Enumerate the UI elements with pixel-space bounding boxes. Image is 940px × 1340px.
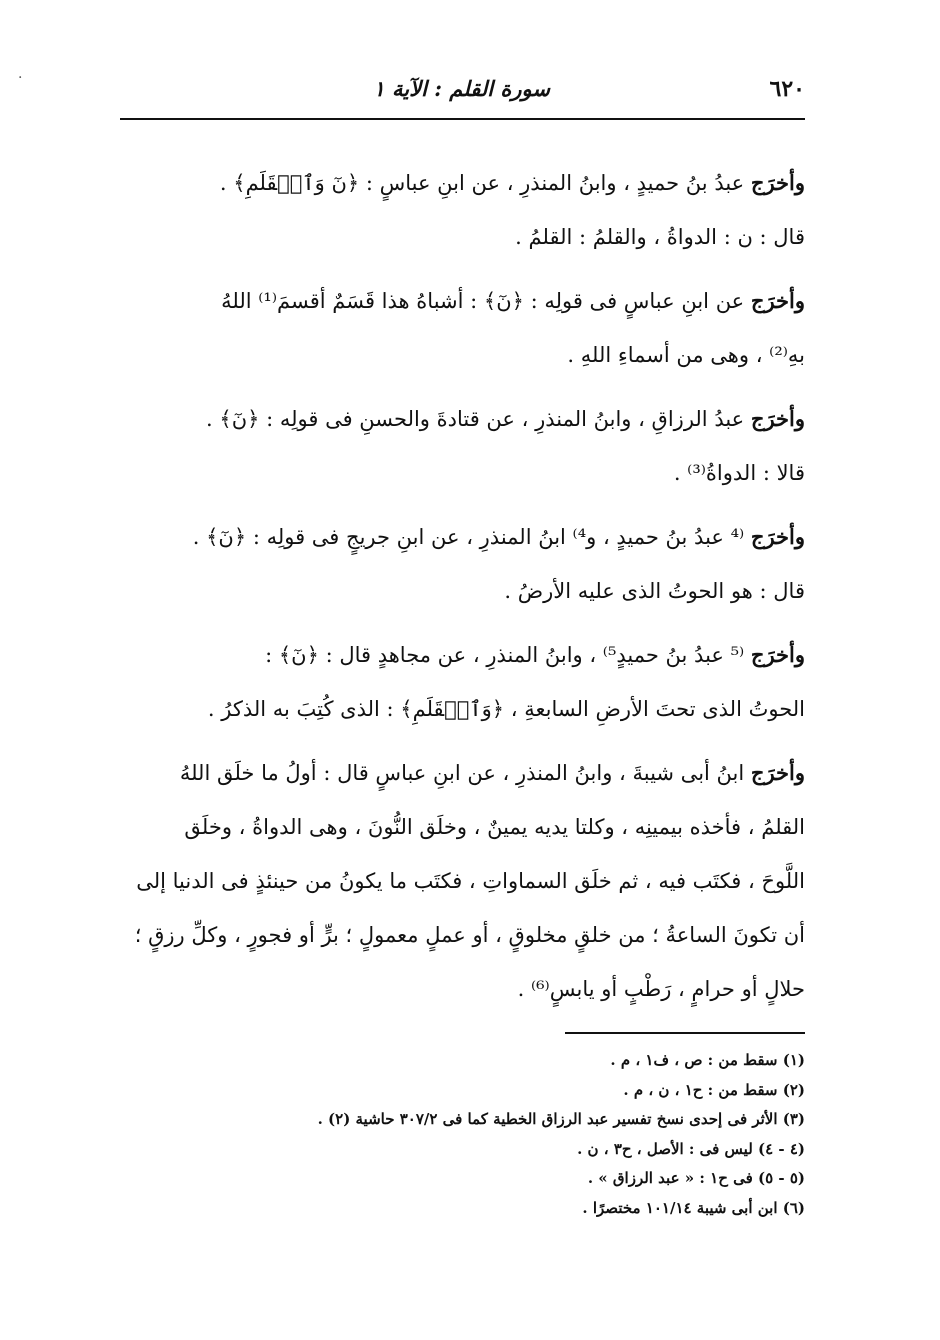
text-line-content: ⁽⁵ عبدُ بنُ حميدٍ⁵⁾ ، وابنُ المنذرِ ، عن مجاهدٍ قال : ﴿نٓ﴾ : bbox=[265, 643, 751, 667]
text-line bbox=[120, 628, 805, 682]
paragraph bbox=[120, 156, 805, 264]
text-line bbox=[120, 274, 805, 328]
text-line: الحوتُ الذى تحتَ الأرضِ السابعةِ ، ﴿وَٱلۡقَلَمِ﴾ : الذى كُتِبَ به الذكرُ . bbox=[207, 697, 805, 721]
text-line: حلالٍ أو حرامٍ ، رَطْبٍ أو يابسٍ⁽⁶⁾ . bbox=[517, 977, 805, 1001]
text-line: أن تكونَ الساعةُ ؛ من خلقٍ مخلوقٍ ، أو عملٍ معمولٍ ؛ برٍّ أو فجورٍ ، وكلِّ رزقٍ ؛ bbox=[134, 923, 805, 947]
text-line bbox=[120, 156, 805, 210]
footnotes bbox=[120, 1046, 805, 1223]
text-line-content: عن ابنِ عباسٍ فى قولِه : ﴿نٓ﴾ : أشباهُ هذا قَسَمٌ أقسمَ⁽¹⁾ اللهُ bbox=[221, 289, 751, 313]
page-number: ٦٢٠ bbox=[769, 76, 805, 102]
text-line: اللَّوحَ ، فكتَب فيه ، ثم خلَق السماواتِ ، فكتَب ما يكونُ من حينئذٍ فى الدنيا إلى bbox=[136, 869, 805, 893]
text-line: بهِ⁽²⁾ ، وهى من أسماءِ اللهِ . bbox=[567, 343, 805, 367]
text-line-content: عبدُ الرزاقِ ، وابنُ المنذرِ ، عن قتادةَ والحسنِ فى قولِه : ﴿نٓ﴾ . bbox=[206, 407, 751, 431]
body-text bbox=[120, 156, 805, 1016]
footnote: (٢) سقط من : ح١ ، ن ، م . bbox=[623, 1080, 805, 1099]
footnote: (٥ - ٥) فى ح١ : « عبد الرزاق » . bbox=[587, 1169, 805, 1187]
text-line-content: ⁽⁴ عبدُ بنُ حميدٍ ، و⁴⁾ ابنُ المنذرِ ، عن ابنِ جريجٍ فى قولِه : ﴿نٓ﴾ . bbox=[192, 525, 751, 549]
text-line bbox=[120, 510, 805, 564]
text-line: قال : ن : الدواةُ ، والقلمُ : القلمُ . bbox=[515, 225, 805, 249]
paragraph-lead: وأخرَج bbox=[750, 524, 805, 549]
text-line bbox=[120, 392, 805, 446]
paragraph-lead: وأخرَج bbox=[750, 406, 805, 431]
text-line: القلمُ ، فأخذه بيمينِه ، وكلتا يديه يمينٌ ، وخلَق النُّونَ ، وهى الدواةُ ، وخلَق bbox=[184, 815, 805, 839]
paragraph bbox=[120, 746, 805, 1016]
margin-mark: · bbox=[18, 70, 23, 86]
text-line-content: ابنُ أبى شيبةَ ، وابنُ المنذرِ ، عن ابنِ عباسٍ قال : أولُ ما خلَق اللهُ bbox=[179, 761, 751, 785]
footnote: (٤ - ٤) ليس فى : الأصل ، ح٣ ، ن . bbox=[577, 1139, 805, 1158]
paragraph bbox=[120, 274, 805, 382]
paragraph-lead: وأخرَج bbox=[750, 642, 805, 667]
footnote: (٦) ابن أبى شيبة ١٠١/١٤ مختصرًا . bbox=[582, 1198, 805, 1217]
page bbox=[120, 60, 805, 1223]
paragraph-lead: وأخرَج bbox=[750, 288, 805, 313]
running-title: سورة القلم : الآية ١ bbox=[373, 76, 550, 101]
text-line: قالا : الدواةُ⁽³⁾ . bbox=[673, 461, 805, 485]
paragraph-lead: وأخرَج bbox=[750, 760, 805, 785]
footnote: (١) سقط من : ص ، ف١ ، م . bbox=[610, 1051, 805, 1069]
footnote-divider bbox=[565, 1032, 805, 1034]
text-line-content: عبدُ بنُ حميدٍ ، وابنُ المنذرِ ، عن ابنِ عباسٍ : ﴿نٓ وَٱلۡقَلَمِ﴾ . bbox=[219, 171, 751, 195]
paragraph bbox=[120, 628, 805, 736]
text-line bbox=[120, 746, 805, 800]
text-line: قال : هو الحوتُ الذى عليه الأرضُ . bbox=[504, 579, 805, 603]
footnote: (٣) الأثر فى إحدى نسخ تفسير عبد الرزاق الخطية كما فى ٣٠٧/٢ حاشية (٢) . bbox=[317, 1110, 805, 1128]
paragraph bbox=[120, 392, 805, 500]
paragraph bbox=[120, 510, 805, 618]
paragraph-lead: وأخرَج bbox=[750, 170, 805, 195]
page-header bbox=[120, 60, 805, 120]
